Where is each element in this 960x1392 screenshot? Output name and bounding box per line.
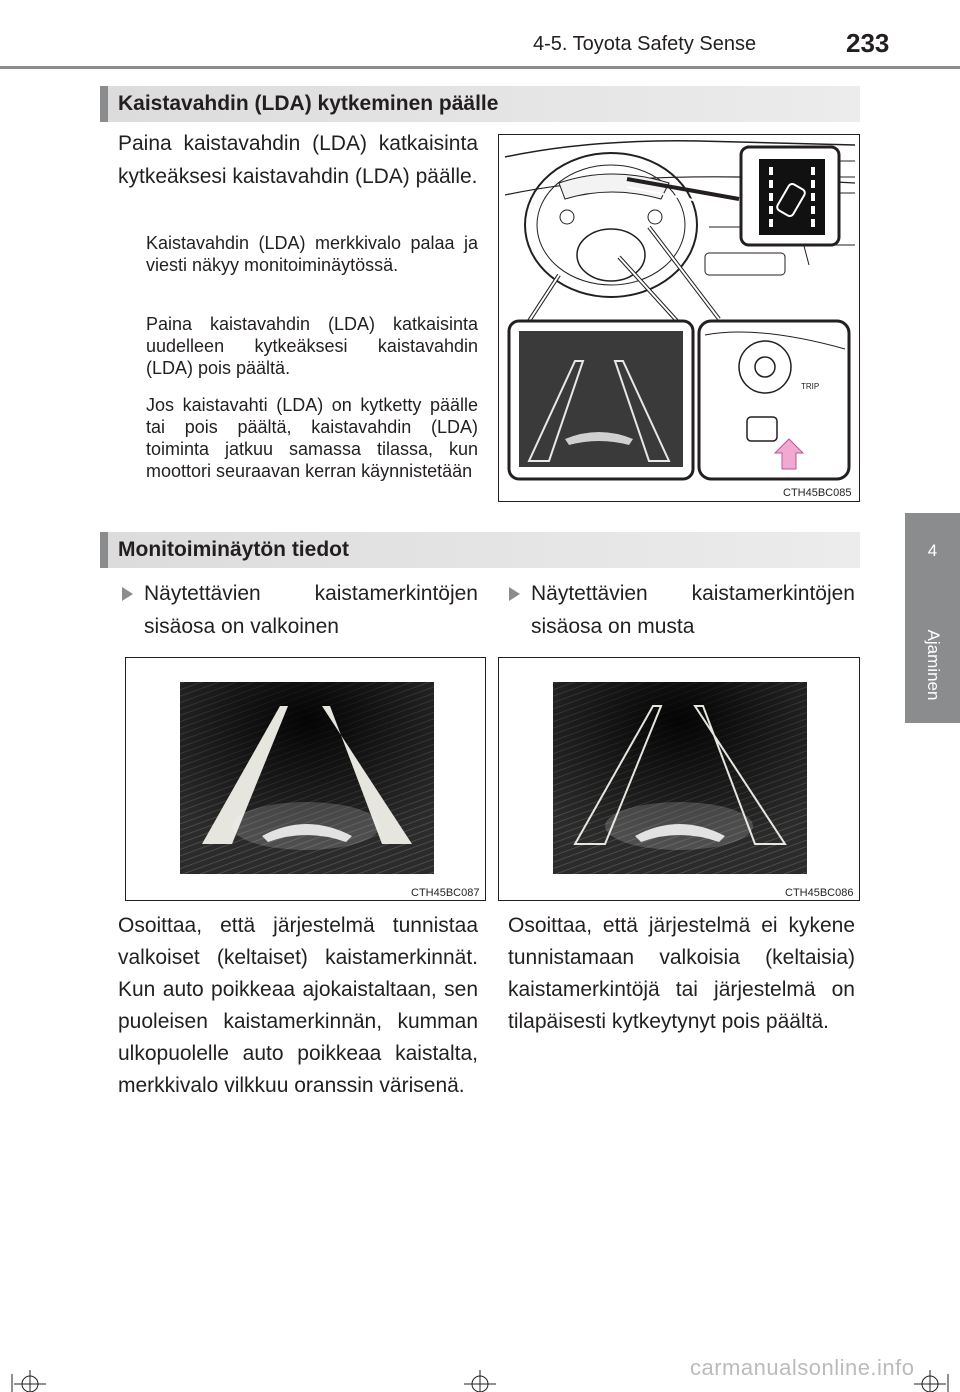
figure-code-085: CTH45BC085 (783, 487, 852, 499)
chapter-number: 4 (927, 541, 938, 560)
note-1: Kaistavahdin (LDA) merkkivalo palaa ja viesti näkyy monitoiminäytössä. (146, 233, 478, 275)
black-lane-figure (498, 657, 860, 901)
section-title: Kaistavahdin (LDA) kytkeminen päälle (118, 92, 499, 115)
right-subheading: Näytettävien kaistamerkintöjen sisäosa on musta (531, 582, 855, 638)
white-lane-figure (125, 657, 486, 901)
section-title-2: Monitoiminäytön tiedot (118, 538, 349, 561)
figure-code-087: CTH45BC087 (411, 887, 480, 899)
lda-switch-button (747, 417, 777, 441)
note-3: Jos kaistavahti (LDA) on kytketty päälle tai pois päältä, kaistavahdin (LDA) toiminta jatkuu samassa tilassa, kun moottori seuraavan kerran käynnistetään (146, 395, 478, 481)
lda-indicator-icon (759, 159, 825, 235)
chapter-tab (905, 513, 960, 723)
note-2: Paina kaistavahdin (LDA) katkaisinta uudelleen kytkeäksesi kaistavahdin (LDA) pois päältä. (146, 314, 478, 378)
dashboard-illustration (499, 135, 859, 501)
figure-code-086: CTH45BC086 (785, 887, 854, 899)
section-heading-display-info (100, 532, 860, 568)
black-lane-display (499, 658, 859, 900)
trip-label: TRIP (801, 382, 820, 391)
header-rule (0, 66, 960, 69)
dashboard-figure (498, 134, 860, 502)
left-subheading: Näytettävien kaistamerkintöjen sisäosa on valkoinen (144, 582, 478, 638)
page-number: 233 (846, 28, 890, 58)
bullet-arrow-icon (509, 587, 520, 601)
white-lane-display (126, 658, 485, 900)
bullet-arrow-icon (122, 587, 133, 601)
intro-paragraph: Paina kaistavahdin (LDA) katkaisinta kytkeäksesi kaistavahdin (LDA) päälle. (118, 132, 478, 188)
crop-marks (0, 1360, 960, 1392)
chapter-title: Ajaminen (924, 629, 943, 701)
watermark: carmanualsonline.info (690, 1355, 915, 1380)
left-description: Osoittaa, että järjestelmä tunnistaa valkoiset (keltaiset) kaistamerkinnät. Kun auto poikkeaa ajokaistaltaan, sen puoleisen kaistamerkinnän, kumman ulkopuolelle auto poikkeaa kaistalta, merkkivalo vilkkuu oranssin värisenä. (118, 914, 478, 1097)
right-description: Osoittaa, että järjestelmä ei kykene tunnistamaan valkoisia (keltaisia) kaistamerkintöjä tai järjestelmä on tilapäisesti kytkeytynyt pois päältä. (508, 914, 855, 1033)
section-heading-lda-on (100, 86, 860, 122)
running-header: 4-5. Toyota Safety Sense (533, 33, 757, 55)
